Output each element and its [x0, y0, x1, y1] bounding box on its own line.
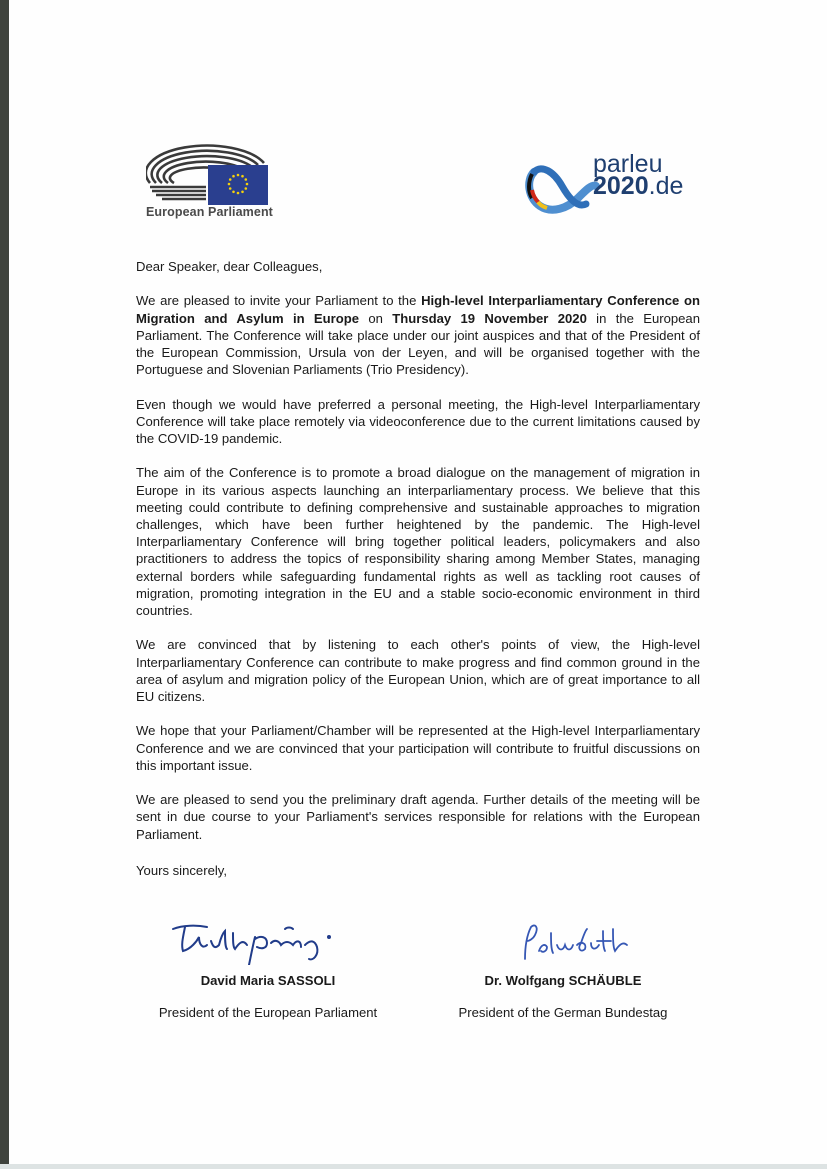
ep-logo-label: European Parliament [146, 205, 273, 219]
parleu-domain: .de [648, 172, 684, 200]
parleu2020-logo [520, 150, 720, 220]
parleu-line1: parleu [593, 150, 663, 178]
p1-text-a: We are pleased to invite your Parliament to the [136, 293, 422, 309]
parleu-wordmark [593, 150, 684, 200]
signatory-name: Dr. Wolfgang SCHÄUBLE [484, 973, 642, 988]
european-parliament-logo [146, 143, 286, 223]
eu-flag-icon [208, 165, 268, 205]
p1-text-e: in the European Parliament. The Conference will take place under our joint auspices and that of the President of the European Commission, Ursula von der Leyen, and will be organised together with the Portuguese and Slovenian Parliaments (Trio Presidency). [136, 310, 700, 378]
scan-border [0, 0, 9, 1169]
p1-text-c: on [359, 310, 393, 326]
paragraph-aim: The aim of the Conference is to promote a broad dialogue on the management of migration in Europe in its various aspects launching an interparliamentary process. We believe that this meeting could contribute to defining comprehensive and sustainable approaches to migration challenges, which have been further heightened by the pandemic. The High-level Interparliamentary Conference will bring together political leaders, policymakers and also practitioners to address the topics of responsibility sharing among Member States, managing external borders while safeguarding fundamental rights as well as tackling root causes of migration, promoting integration in the EU and a stable socio-economic environment in third countries. [136, 465, 700, 619]
hemicycle-icon [146, 143, 276, 205]
signatory-name: David Maria SASSOLI [200, 973, 336, 988]
conference-date: Thursday 19 November 2020 [392, 310, 587, 326]
conference-title: High-level Interparliamentary Conference on Migration and Asylum in Europe [136, 293, 700, 326]
letter-body [136, 258, 700, 860]
signature-sassoli-icon [153, 915, 383, 965]
signatory-title: President of the European Parliament [158, 1005, 378, 1020]
paragraph-agenda: We are pleased to send you the preliminary draft agenda. Further details of the meeting will be sent in due course to your Parliament's services responsible for relations with the European Parliament. [136, 792, 700, 842]
parleu-year: 2020 [593, 172, 649, 200]
infinity-ribbon-icon [520, 150, 600, 220]
paragraph-convinced: We are convinced that by listening to each other's points of view, the High-level Interparliamentary Conference can contribute to make progress and find common ground in the area of asylum and migration policy of the European Union, which are of great importance to all EU citizens. [136, 637, 700, 705]
signature-block-sassoli [138, 915, 398, 1020]
signatory-title: President of the German Bundestag [458, 1005, 668, 1020]
salutation: Dear Speaker, dear Colleagues, [136, 259, 323, 274]
scan-bottom-edge [0, 1164, 827, 1169]
signature-block-schaeuble [433, 915, 693, 1020]
paragraph-invitation [136, 292, 700, 378]
closing: Yours sincerely, [136, 863, 227, 878]
paragraph-hope: We hope that your Parliament/Chamber will be represented at the High-level Interparliamentary Conference and we are convinced that your participation will contribute to fruitful discussions on this important issue. [136, 723, 700, 773]
paragraph-remote: Even though we would have preferred a personal meeting, the High-level Interparliamentary Conference will take place remotely via videoconference due to the current limitations caused by the COVID-19 pandemic. [136, 396, 700, 446]
signature-schaeuble-icon [463, 915, 663, 965]
